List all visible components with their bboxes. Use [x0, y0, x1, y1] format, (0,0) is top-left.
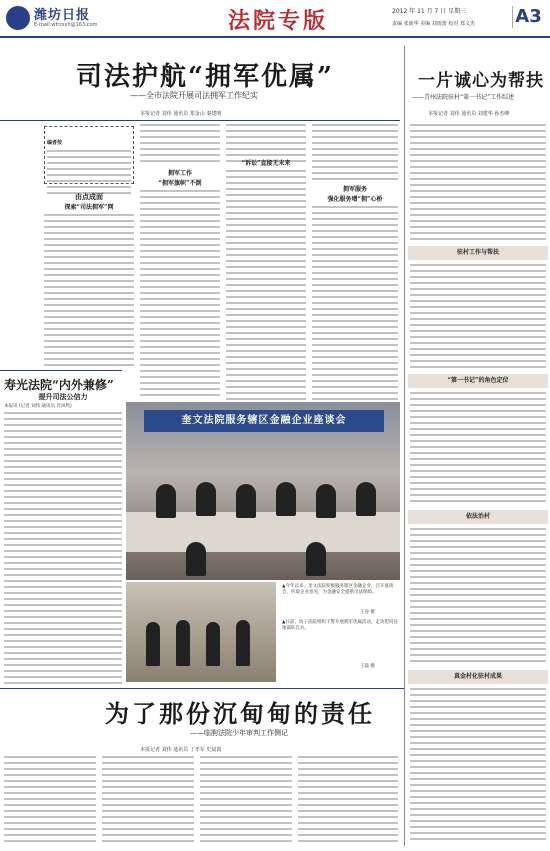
bottom-byline: 本报记者 刘伟 通讯员 丁孝军 史晨霞 — [140, 747, 222, 753]
right-body-2 — [410, 264, 546, 370]
right-subhead: ——青州法院驻村“第一书记”工作综述 — [412, 94, 515, 101]
body-text-col-4 — [312, 124, 398, 184]
column-divider — [404, 46, 405, 846]
left-subhead-1: 由点成面 — [75, 192, 103, 201]
meeting-photo — [126, 402, 400, 580]
section-a-heading: 拥军工作 — [167, 170, 192, 177]
bottom-body-2 — [102, 756, 194, 846]
photo-person — [236, 620, 250, 666]
right-section-2: “第一书记”的角色定位 — [408, 374, 548, 388]
side-subhead: 提升司法公信力 — [38, 392, 88, 401]
paper-name: 潍坊日报 — [34, 8, 91, 23]
photo-person — [176, 620, 190, 666]
photo-banner: 奎文法院服务辖区金融企业座谈会 — [144, 410, 384, 432]
bottom-body-4 — [298, 756, 398, 846]
page-number: A3 — [512, 6, 544, 28]
paper-logo-icon — [6, 6, 30, 30]
paper-email: E-mail:wfrzsxh@163.com — [34, 22, 98, 28]
right-body-4 — [410, 528, 546, 666]
bottom-body-1 — [4, 756, 96, 846]
right-byline: 本报记者 刘伟 通讯员 刘建华 孙杰峰 — [428, 111, 510, 117]
photo-person — [316, 484, 336, 518]
left-subhead-2: 探索“司法拥军”网 — [64, 204, 114, 211]
photo-person — [356, 482, 376, 516]
bottom-divider — [0, 688, 404, 689]
side-body — [4, 412, 122, 684]
photo-person — [186, 542, 206, 576]
main-byline: 本报记者 刘伟 通讯员 郑金山 秦建明 — [140, 111, 222, 117]
visit-photo — [126, 582, 276, 682]
right-body-3 — [410, 392, 546, 506]
main-headline: 司法护航“拥军优属” — [76, 62, 334, 92]
issue-date: 2012 年 11 月 7 日 星期三 — [392, 8, 467, 15]
bottom-headline: 为了那份沉甸甸的责任 — [105, 699, 375, 728]
photo-table — [126, 512, 400, 552]
body-text-col-4b — [312, 206, 398, 400]
photo-caption-1: ▲今年以来，奎文法院积极服务辖区金融企业，召开座谈会，听取企业意见，为金融安全提供司法保障。 — [282, 584, 394, 595]
right-body-5 — [410, 688, 546, 844]
editor-note-label: 编者按 — [47, 140, 63, 146]
bottom-subhead: ——临朐法院少年审判工作侧记 — [190, 729, 288, 737]
photo-person — [146, 622, 160, 666]
editor-credits: 责编 张新华 美编 刘雨蕾 校对 郑义杰 — [392, 21, 475, 27]
photo-person — [236, 484, 256, 518]
right-headline: 一片诚心为帮扶 — [418, 71, 544, 91]
right-section-1: 驻村工作与帮扶 — [408, 246, 548, 260]
photo-person — [196, 482, 216, 516]
right-section-4: 真金村化驻村成果 — [408, 670, 548, 684]
bottom-body-3 — [200, 756, 292, 846]
photo-person — [306, 542, 326, 576]
photo-person — [156, 484, 176, 518]
section-d-heading: 拥军服务 — [342, 186, 367, 193]
photo-credit-2: 王磊 摄 — [360, 664, 375, 669]
main-subhead: ——全市法院开展司法拥军工作纪实 — [130, 91, 258, 100]
body-text-col-2b — [140, 190, 220, 400]
right-section-3: 依法治村 — [408, 510, 548, 524]
editor-note — [44, 126, 134, 184]
side-headline: 寿光法院“内外兼修” — [4, 378, 114, 392]
side-byline: 本报讯 (记者 刘伟 通讯员 肖凤鸣) — [4, 404, 72, 409]
body-text-col-1 — [44, 214, 134, 366]
divider — [0, 120, 400, 121]
photo-credit-1: 王涛 摄 — [360, 610, 375, 615]
photo-person — [276, 482, 296, 516]
section-c-heading: “诉讼”直接无未来 — [241, 160, 291, 167]
photo-person — [206, 622, 220, 666]
section-d-subheading: 强化服务增“拥”心桥 — [327, 196, 383, 203]
body-text-col-2 — [140, 124, 220, 164]
section-title: 法院专版 — [228, 8, 329, 34]
side-divider — [0, 370, 122, 371]
right-body-1 — [410, 124, 546, 242]
body-text-col-3b — [226, 170, 306, 400]
section-a-subheading: “拥军旗帜”不倒 — [158, 180, 202, 187]
photo-caption-2: ▲日前，坊子法院组织干警开展拥军优属活动，走访慰问驻地部队官兵。 — [282, 620, 398, 631]
